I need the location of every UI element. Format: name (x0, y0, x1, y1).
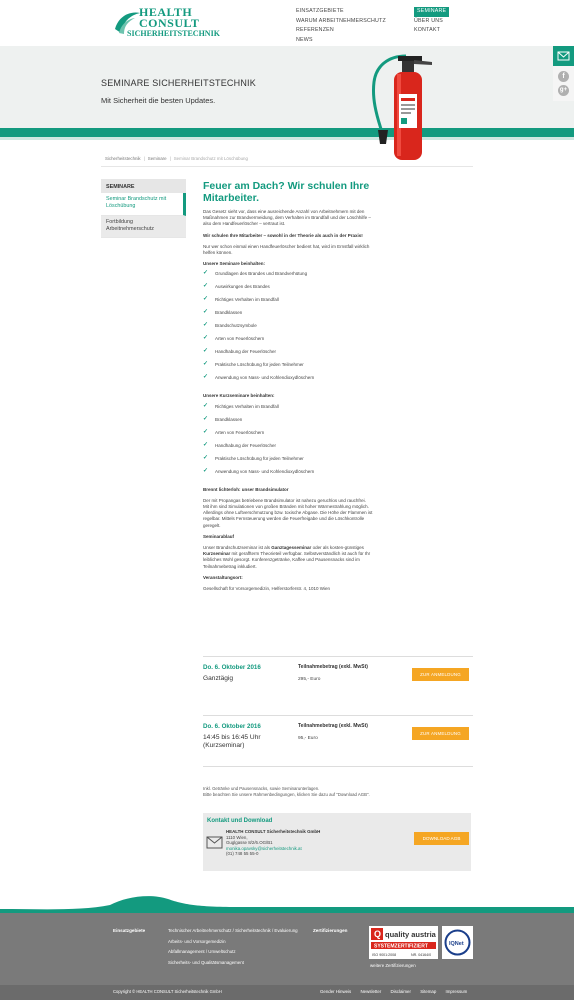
section-heading: Veranstaltungsort: (203, 574, 243, 580)
logo-text-sub: SICHERHEITSTECHNIK (127, 29, 220, 38)
footer-link[interactable]: Abfallmanagement / Umweltschutz (168, 949, 236, 954)
event-price: 95,- Euro (298, 736, 318, 741)
list-item: ✓ Handhabung der Feuerlöscher (203, 443, 373, 456)
kurzseminar-checklist (203, 404, 373, 482)
cert-brand: quality austria (385, 930, 436, 939)
footer-bottom-bar (0, 985, 574, 1000)
hero-band-light (0, 137, 574, 140)
simulator-text: Der mit Propangas betriebene Brandsimulator ist nahezu geruchlos und rauchfrei. Mit ihm sind Simulationen von großen Bränden mit hoher Wärmestrahlung möglich. Allerdings ohne Luftverschmutzung bzw. toxische Abgase. Die Höhe der Flammen ist regelbar. Mittels Fernsteuerung werden die Feuerfreigabe und die Löschkontrolle geregelt. (203, 497, 373, 528)
legal-links (320, 989, 475, 994)
site-footer (0, 917, 574, 985)
email-link[interactable]: monika.opavsky@sicherheitstechnik.at (226, 845, 302, 851)
event-row (203, 656, 473, 708)
event-row (203, 715, 473, 767)
link-sitemap[interactable]: Sitemap (420, 989, 437, 994)
link-newsletter[interactable]: Newsletter (360, 989, 382, 994)
iqnet-logo (442, 926, 473, 959)
list-item: ✓ Arten von Feuerlöschern (203, 336, 373, 349)
nav-referenzen[interactable]: REFERENZEN (296, 27, 334, 33)
list-item: ✓ Praktische Löschübung für jeden Teilnehmer (203, 362, 373, 375)
nav-news[interactable]: NEWS (296, 36, 313, 43)
breadcrumb: Sicherheitstechnik | Seminare | Seminar Brandschutz mit Löschübung (105, 156, 248, 161)
google-plus-icon[interactable]: g+ (558, 85, 569, 96)
hero-subtitle: Mit Sicherheit die besten Updates. (101, 96, 216, 105)
company-name: HEALTH CONSULT Sicherheitstechnik GmbH (226, 829, 321, 834)
hero-banner (0, 46, 574, 134)
list-item: ✓ Auswirkungen des Brandes (203, 284, 373, 297)
footer-links (168, 928, 298, 970)
register-button[interactable]: ZUR ANMELDUNG (412, 668, 469, 681)
link-impressum[interactable]: Impressum (445, 989, 468, 994)
fire-extinguisher-image (368, 52, 444, 162)
sidebar-item-fortbildung[interactable]: Fortbildung Arbeitnehmerschutz (101, 216, 186, 238)
copyright: Copyright © HEALTH CONSULT Sicherheitstechnik GmbH (113, 989, 222, 994)
list-heading: Unsere Seminare beinhalten: (203, 261, 266, 267)
contact-title: Kontakt und Download (207, 818, 273, 824)
breadcrumb-item[interactable]: Seminare (147, 156, 167, 161)
more-certifications-link[interactable]: weitere Zertifizierungen (370, 963, 416, 968)
paragraph: Nur wer schon einmal einen Handfeuerlöscher bedient hat, wird im Ernstfall wirklich helfen können. (203, 243, 370, 256)
section-heading: Brennt lichterloh: unser Brandsimulator (203, 486, 289, 492)
list-item: ✓ Praktische Löschübung für jeden Teilnehmer (203, 456, 373, 469)
site-header (101, 0, 473, 46)
page-title: Feuer am Dach? Wir schulen Ihre Mitarbeiter. (203, 180, 370, 204)
main-nav-secondary (414, 7, 449, 36)
breadcrumb-item[interactable]: Sicherheitstechnik (105, 156, 141, 161)
sidebar-item-brandschutz[interactable]: Seminar Brandschutz mit Löschübung (101, 193, 186, 216)
divider (101, 166, 473, 167)
link-gender-hinweis[interactable]: Gender Hinweis (320, 989, 352, 994)
facebook-icon[interactable]: f (558, 71, 569, 82)
link-disclaimer[interactable]: Disclaimer (390, 989, 411, 994)
side-social-bar (553, 46, 574, 101)
section-heading: Seminarablauf (203, 533, 235, 539)
flow-text: Unser Brandschutzseminar ist als Ganztagesseminar oder als kosten-günstiges Kurzseminar mit geraffterm Theorieteil verfügbar. Selbstverständlich ist auch für Ihr leibliches Wohl gesorgt. Konferenzgetränke, Kaffee und Pausensnacks sind im Teilnahmebetrag inkludiert. (203, 545, 371, 569)
info-note: Inkl. Getränke und Pausensnacks, sowie Seminarunterlagen. Bitte beachten Sie unsere Rahmenbedingungen, klicken Sie dazu auf "Download AGB". (203, 786, 370, 797)
mail-icon[interactable] (553, 46, 574, 66)
list-item: ✓ Handhabung der Feuerlöscher (203, 349, 373, 362)
address-city: 1110 Wien, (226, 834, 248, 840)
hero-title: SEMINARE SICHERHEITSTECHNIK (101, 78, 256, 88)
envelope-icon (206, 836, 223, 849)
fee-label: Teilnahmebetrag (exkl. MwSt) (298, 723, 368, 729)
nav-kontakt[interactable]: KONTAKT (414, 27, 441, 33)
event-type: Ganztägig (203, 675, 234, 682)
hero-band (0, 128, 574, 137)
list-item: ✓ Arten von Feuerlöschern (203, 430, 373, 443)
phone: (01) 748 55 55-0 (226, 851, 259, 857)
main-content (203, 180, 373, 592)
cert-mark-iqnet: IQNet (449, 941, 464, 947)
contact-details (226, 829, 320, 857)
contact-box (203, 813, 471, 871)
main-nav (296, 7, 386, 45)
cert-number: NR. 04164/0 (411, 953, 432, 957)
emphasis-text: Wir schulen Ihre Mitarbeiter – sowohl in der Theorie als auch in der Praxis! (203, 232, 363, 238)
list-item: ✓ Richtiges Verhalten im Brandfall (203, 404, 373, 417)
nav-einsatzgebiete[interactable]: EINSATZGEBIETE (296, 8, 344, 14)
download-agb-button[interactable]: DOWNLOAD AGB (414, 832, 469, 845)
list-heading: Unsere Kurzseminare beinhalten: (203, 393, 275, 399)
nav-warum-arbeitnehmerschutz[interactable]: WARUM ARBEITNEHMERSCHUTZ (296, 17, 386, 24)
nav-ueber-uns[interactable]: ÜBER UNS (414, 17, 443, 24)
nav-seminare[interactable]: SEMINARE (414, 7, 449, 17)
logo-text-health: HEALTH (139, 5, 193, 19)
footer-heading: Einsatzgebiete (113, 928, 146, 933)
footer-heading: Zertifizierungen (313, 928, 348, 933)
sidebar-heading: SEMINARE (101, 179, 186, 193)
list-item: ✓ Anwendung von Nass- und Kohlendioxydlöschern (203, 469, 373, 482)
footer-wave (0, 893, 574, 917)
venue-text: Gesellschaft für Vorsorgemedizin, Helferstorferstr. 4, 1010 Wien (203, 586, 331, 592)
logo[interactable] (113, 5, 220, 43)
quality-austria-logo (369, 926, 438, 959)
list-item: ✓ Brandklassen (203, 417, 373, 430)
sidebar-menu (101, 179, 186, 238)
list-item: ✓ Brandschutzsymbole (203, 323, 373, 336)
fee-label: Teilnahmebetrag (exkl. MwSt) (298, 664, 368, 670)
intro-text: Das Gesetz sieht vor, dass eine ausreichende Anzahl von Arbeitnehmern mit den Maßnahmen zur Brandvermeidung, dem Verhalten im Brandfall und der Löschhilfe – also dem Handfeuerlöscher – vertraut ist. (203, 209, 371, 227)
event-price: 295,- Euro (298, 677, 321, 682)
breadcrumb-current: Seminar Brandschutz mit Löschübung (173, 156, 248, 161)
footer-link[interactable]: Technischer Arbeitnehmerschutz / Sicherheitstechnik / Evaluierung (168, 928, 298, 933)
event-date: Do. 6. Oktober 2016 (203, 723, 261, 730)
list-item: ✓ Anwendung von Nass- und Kohlendioxydlöschern (203, 375, 373, 388)
register-button[interactable]: ZUR ANMELDUNG (412, 727, 469, 740)
cert-iso: ISO 9001:2008 (372, 953, 397, 957)
list-item: ✓ Brandklassen (203, 310, 373, 323)
list-item: ✓ Richtiges Verhalten im Brandfall (203, 297, 373, 310)
event-date: Do. 6. Oktober 2016 (203, 664, 261, 671)
cert-band: SYSTEMZERTIFIZIERT (374, 943, 428, 950)
event-type: 14:45 bis 16:45 Uhr (Kurzseminar) (203, 734, 261, 749)
footer-link[interactable]: Arbeits- und Vorsorgemedizin (168, 938, 226, 944)
logo-text-consult: CONSULT (139, 16, 200, 30)
address-street: Guglgasse 8/2/6.OG/B1 (226, 840, 273, 846)
list-item: ✓ Grundlagen des Brandes und Brandverhütung (203, 271, 373, 284)
footer-link[interactable]: Sicherheits- und Qualitätsmanagement (168, 959, 244, 965)
seminar-checklist (203, 271, 373, 388)
cert-mark: Q (374, 929, 382, 939)
